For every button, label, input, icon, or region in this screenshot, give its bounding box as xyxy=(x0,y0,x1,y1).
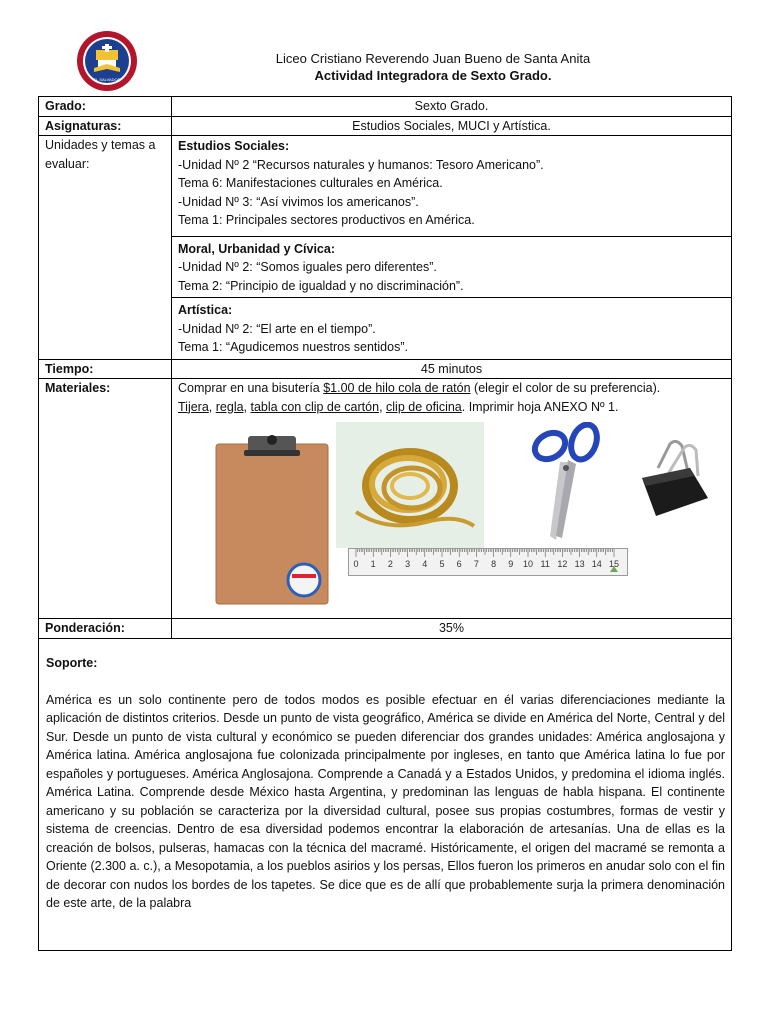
row-grado xyxy=(39,97,732,117)
moral-block xyxy=(178,239,725,298)
estudios-line: Tema 1: Principales sectores productivos en América. xyxy=(178,213,475,227)
clip-item: clip de oficina xyxy=(386,399,462,414)
materiales-content xyxy=(172,379,732,619)
ruler-number: 8 xyxy=(491,559,497,569)
asignaturas-value: Estudios Sociales, MUCI y Artística. xyxy=(172,116,732,136)
ruler-number: 11 xyxy=(540,559,550,569)
materiales-text: (elegir el color de su preferencia). xyxy=(470,381,661,395)
ruler-number: 13 xyxy=(574,559,585,569)
ruler-number: 12 xyxy=(557,559,568,569)
materiales-line-2 xyxy=(178,398,725,417)
ruler-number: 6 xyxy=(456,559,462,569)
ruler-number: 14 xyxy=(591,559,602,569)
materiales-text: . Imprimir hoja ANEXO Nº 1. xyxy=(461,399,619,414)
tijera-item: Tijera xyxy=(178,399,209,414)
artistica-line: -Unidad Nº 2: “El arte en el tiempo”. xyxy=(178,321,376,336)
clipboard-image xyxy=(208,430,338,606)
tiempo-label: Tiempo: xyxy=(39,359,172,379)
grado-label: Grado: xyxy=(39,97,172,117)
activity-table xyxy=(38,96,732,639)
soporte-text: América es un solo continente pero de todos modos es posible efectuar en él varias diferenciaciones mediante la aplicación de distintos criterios. Desde un punto de vista geográfico, América se divide en América del Norte, Central y del Sur. Desde un punto de vista cultural y económico se pueden diferenciar dos grandes unidades: América anglosajona y América latina. América anglosajona fue colonizada principalmente por ingleses, en tanto que América latina lo fue por españoles y portugueses. América Anglosajona. Comprende a Canadá y a Estados Unidos, y predomina el idioma inglés. América Latina. Comprende desde México hasta Argentina, y predominan las lenguas de habla hispana. El continente americano y su población se caracteriza por la diversidad cultural, posee sus propias costumbres, formas de vestir y sistema de creencias. Dentro de esa diversidad podemos encontrar la elaboración de artesanías. Una de ellas es la creación de bolsos, pulseras, hamacas con la técnica del macramé. Históricamente, el origen del macramé se remonta a Oriente (2.300 a. c.), a Mesopotamia, a los pueblos asirios y los persas, Ellos fueron los primeros en anudar solo con el fin de decorar con nudos los bordes de los tapetes. Se dice que es de allí que probablemente surja la primera denominación de este arte, de la palabra xyxy=(46,692,725,910)
ruler-number: 1 xyxy=(370,559,376,569)
ruler-number: 2 xyxy=(387,559,393,569)
school-name: Liceo Cristiano Reverendo Juan Bueno de Santa Anita xyxy=(275,51,591,66)
ruler-number: 15 xyxy=(608,559,619,569)
estudios-line: Tema 6: Manifestaciones culturales en América. xyxy=(178,176,443,190)
grado-value: Sexto Grado. xyxy=(172,97,732,117)
estudios-line: -Unidad Nº 2 “Recursos naturales y humanos: Tesoro Americano”. xyxy=(178,157,544,172)
ruler-number: 9 xyxy=(508,559,514,569)
row-asignaturas xyxy=(39,116,732,136)
unidades-label: Unidades y temas a evaluar: xyxy=(39,136,172,360)
soporte-section xyxy=(38,636,732,951)
moral-line: Tema 2: “Principio de igualdad y no discriminación”. xyxy=(178,278,464,293)
moral-heading: Moral, Urbanidad y Cívica: xyxy=(178,241,335,256)
section-divider xyxy=(172,297,731,298)
separator: , xyxy=(208,399,216,414)
estudios-heading: Estudios Sociales: xyxy=(178,139,290,153)
binder-clip-image xyxy=(628,438,718,524)
ruler-number: 7 xyxy=(473,559,479,569)
ruler-number: 5 xyxy=(439,559,445,569)
ruler-number: 4 xyxy=(422,559,428,569)
hilo-item: $1.00 de hilo cola de ratón xyxy=(323,381,471,395)
gold-cord-image xyxy=(336,422,484,548)
estudios-sociales-block xyxy=(178,136,725,232)
asignaturas-label: Asignaturas: xyxy=(39,116,172,136)
regla-item: regla xyxy=(215,399,244,414)
row-materiales xyxy=(39,379,732,619)
artistica-line: Tema 1: “Agudicemos nuestros sentidos”. xyxy=(178,340,408,354)
section-divider xyxy=(172,236,731,237)
ruler-labels xyxy=(348,558,628,572)
separator: , xyxy=(379,399,387,414)
materiales-text: Comprar en una bisutería xyxy=(178,381,324,395)
logo-caption: EL SALVADOR xyxy=(93,77,121,82)
soporte-title: Soporte: xyxy=(46,656,98,670)
moral-line: -Unidad Nº 2: “Somos iguales pero diferentes”. xyxy=(178,260,437,274)
separator: , xyxy=(243,399,251,414)
tabla-item: tabla con clip de cartón xyxy=(250,399,380,414)
ponderacion-value: 35% xyxy=(172,619,732,639)
document-header xyxy=(170,50,696,84)
materiales-label: Materiales: xyxy=(39,379,172,619)
ponderacion-label: Ponderación: xyxy=(39,619,172,639)
artistica-heading: Artística: xyxy=(178,303,233,317)
ruler-number: 10 xyxy=(522,559,533,569)
scissors-image xyxy=(522,422,612,542)
school-crest-logo xyxy=(76,30,138,92)
tiempo-value: 45 minutos xyxy=(172,359,732,379)
activity-title: Actividad Integradora de Sexto Grado. xyxy=(314,68,552,83)
materiales-line-1 xyxy=(178,379,725,398)
estudios-line: -Unidad Nº 3: “Así vivimos los americanos”. xyxy=(178,194,419,209)
ruler-number: 3 xyxy=(405,559,411,569)
materials-images xyxy=(178,422,725,618)
ruler-number: 0 xyxy=(353,559,359,569)
artistica-block xyxy=(178,300,725,359)
unidades-content xyxy=(172,136,732,360)
row-tiempo xyxy=(39,359,732,379)
row-unidades xyxy=(39,136,732,360)
